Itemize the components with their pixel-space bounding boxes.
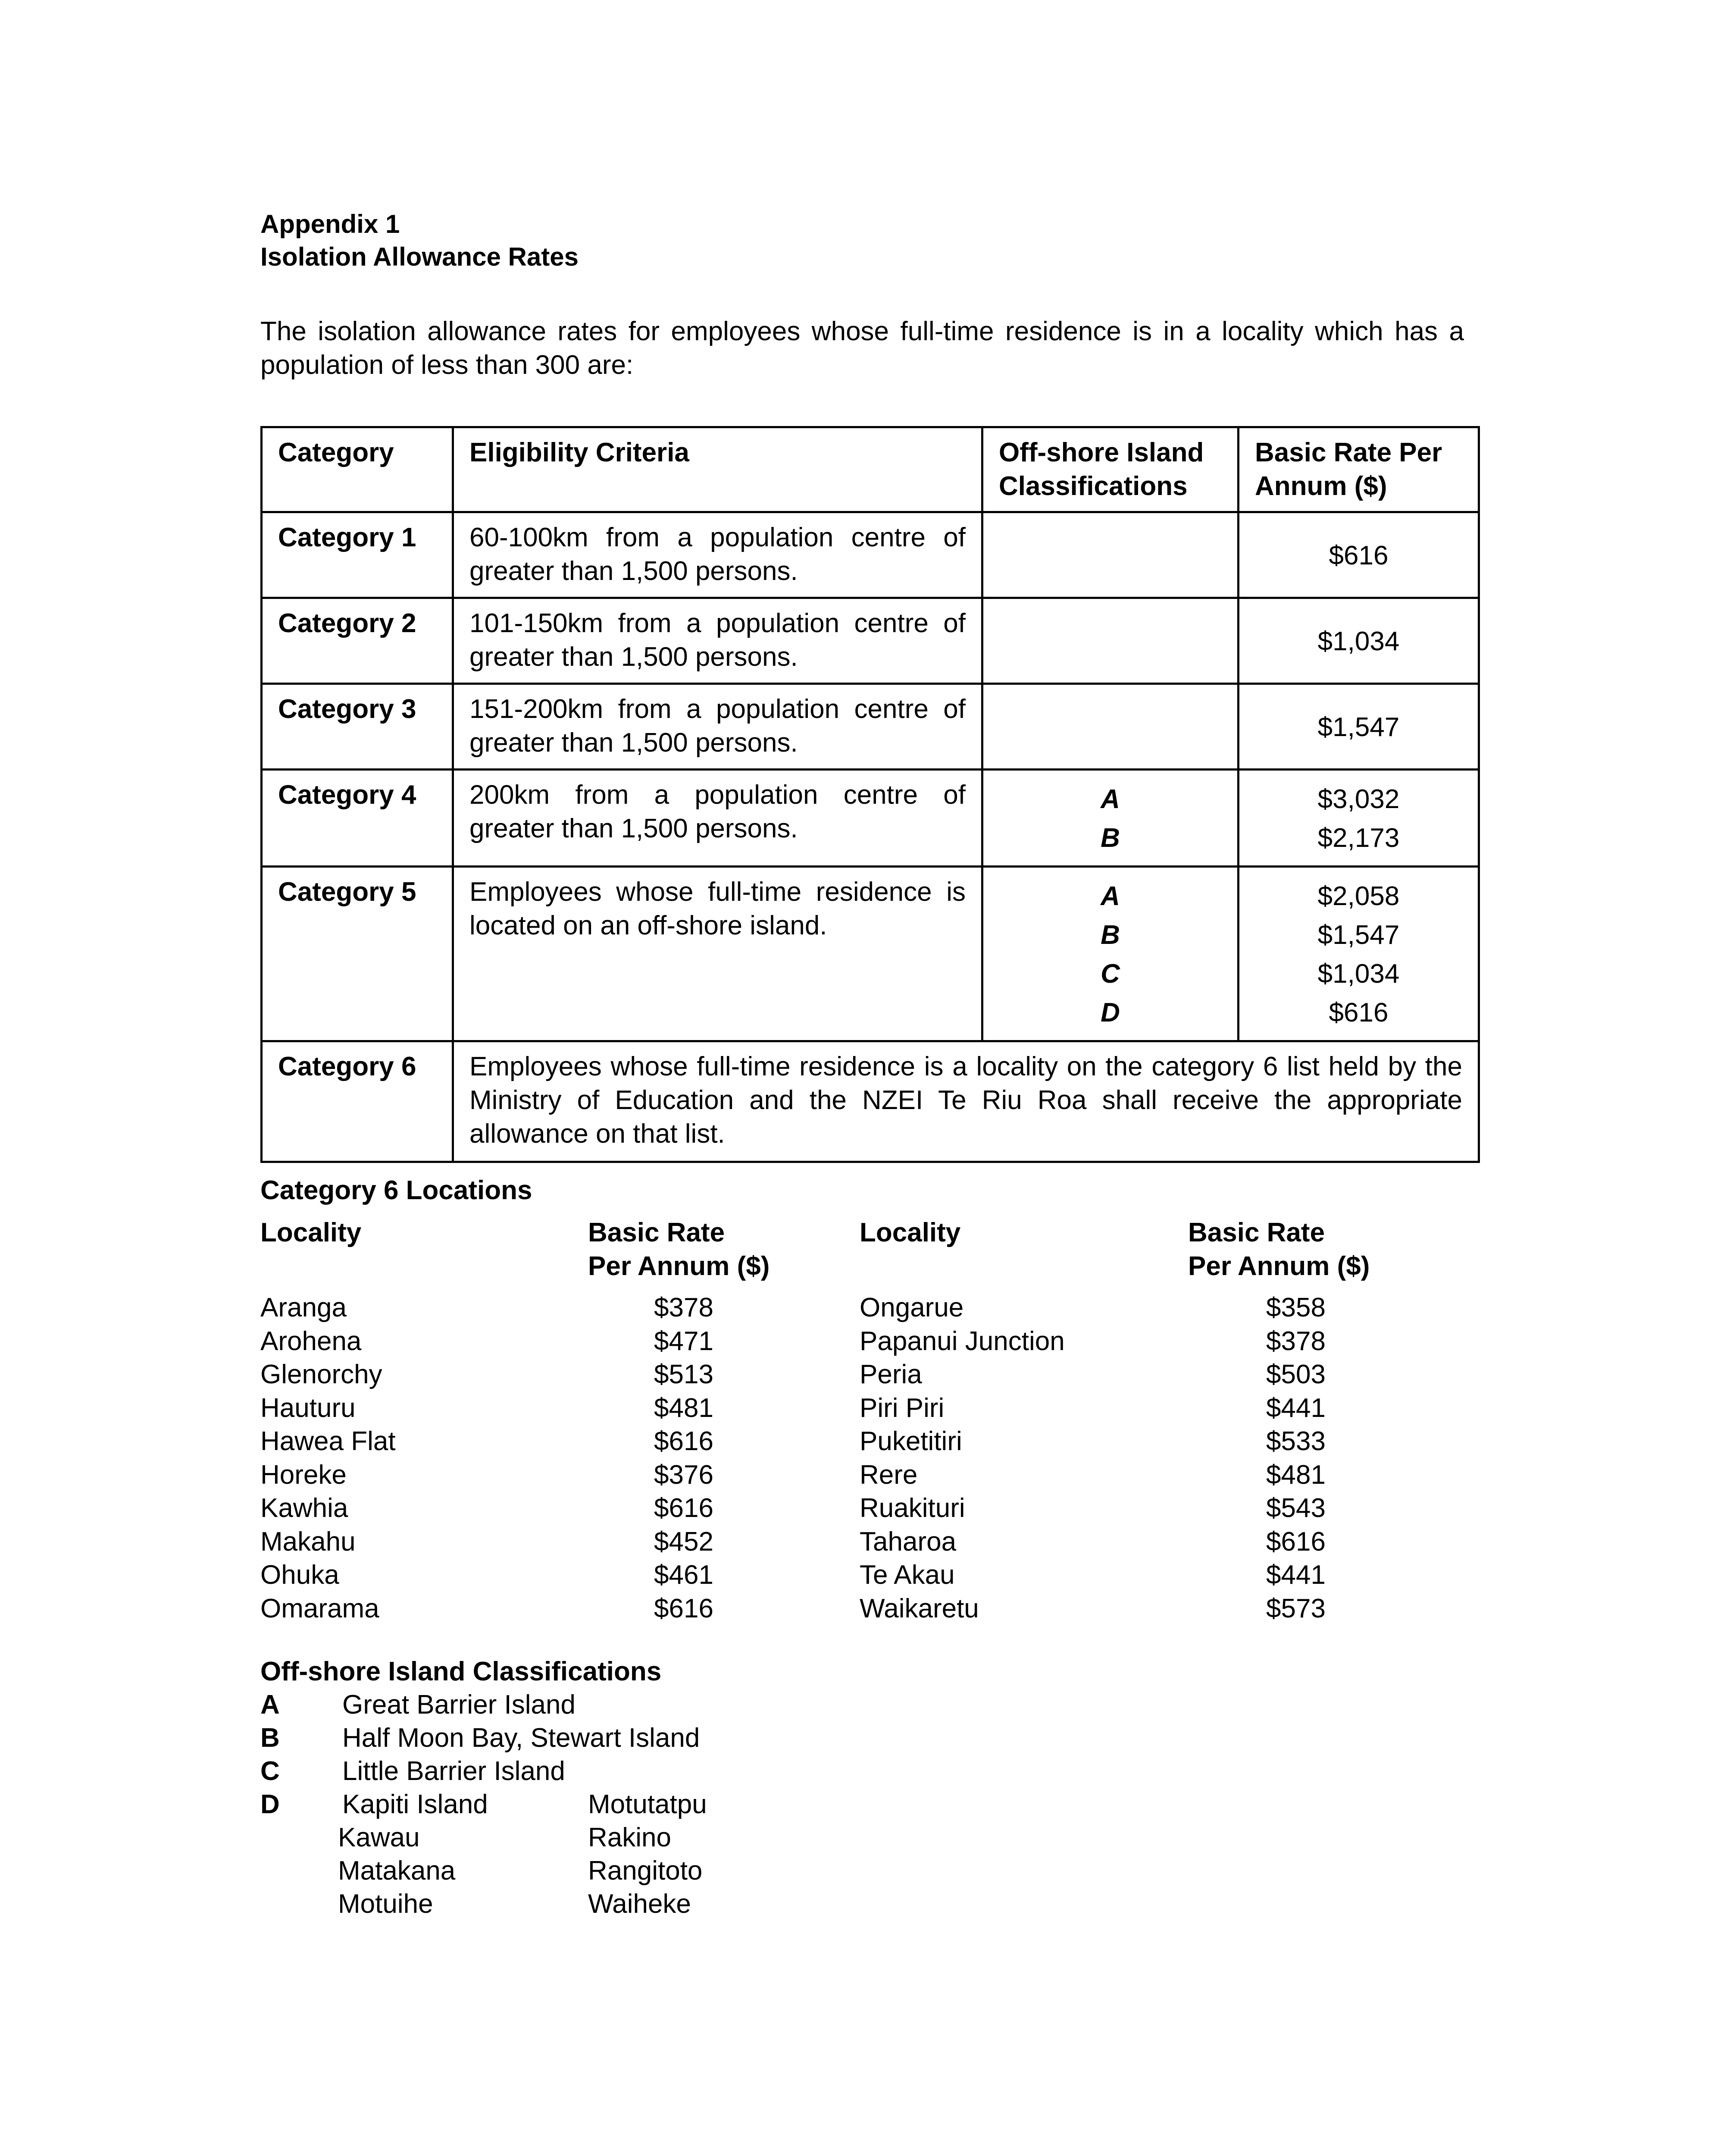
rate-header-line: Basic Rate <box>588 1218 725 1247</box>
list-item: Omarama <box>260 1593 379 1623</box>
list-item: Waikaretu <box>860 1593 979 1623</box>
classification-letter: B <box>1101 823 1120 853</box>
list-item: $441 <box>1266 1393 1326 1423</box>
category-label: Category 4 <box>262 770 453 867</box>
list-item: Te Akau <box>860 1560 955 1590</box>
rate-value: $2,173 <box>1317 823 1400 853</box>
eligibility-criteria: Employees whose full-time residence is located on an off-shore island. <box>453 867 982 1041</box>
rate-value: $1,547 <box>1239 684 1479 770</box>
rate-value: $2,058 <box>1317 881 1400 911</box>
list-item: Rere <box>860 1460 918 1490</box>
rate-value: $3,032 <box>1317 784 1400 814</box>
offshore-letter: A <box>260 1690 280 1720</box>
table-row <box>262 867 1479 1041</box>
list-item: $376 <box>654 1460 713 1490</box>
offshore-name: Little Barrier Island <box>342 1756 565 1786</box>
offshore-d-island: Kawau <box>338 1823 420 1852</box>
rate-header-line: Basic Rate <box>1188 1218 1325 1247</box>
offshore-name: Kapiti Island <box>342 1789 488 1819</box>
table-header-row <box>262 427 1479 512</box>
category-label: Category 3 <box>262 684 453 770</box>
category-label: Category 6 <box>262 1041 453 1162</box>
list-item: $481 <box>654 1393 713 1423</box>
list-item: $616 <box>654 1593 713 1623</box>
list-item: Horeke <box>260 1460 347 1490</box>
header-classifications: Off-shore Island Classifications <box>982 427 1239 512</box>
list-item: $533 <box>1266 1426 1326 1456</box>
classification-cell <box>982 598 1239 684</box>
list-item: Arohena <box>260 1326 362 1356</box>
rate-header <box>1188 1216 1370 1283</box>
list-item: $503 <box>1266 1360 1326 1389</box>
offshore-d-island: Motutatpu <box>588 1789 707 1819</box>
appendix-subtitle: Isolation Allowance Rates <box>260 242 579 271</box>
appendix-title: Appendix 1 <box>260 210 400 238</box>
list-item: Ongarue <box>860 1293 964 1322</box>
classification-cell <box>982 867 1239 1041</box>
rate-value: $616 <box>1239 512 1479 598</box>
table-row <box>262 1041 1479 1162</box>
list-item: $543 <box>1266 1493 1326 1523</box>
list-item: Ruakituri <box>860 1493 965 1523</box>
list-item: $378 <box>1266 1326 1326 1356</box>
list-item: Glenorchy <box>260 1360 382 1389</box>
header-basic-rate: Basic Rate Per Annum ($) <box>1239 427 1479 512</box>
list-item: Taharoa <box>860 1526 957 1557</box>
offshore-letter: B <box>260 1723 280 1753</box>
list-item: Hawea Flat <box>260 1426 396 1456</box>
list-item: $452 <box>654 1526 713 1557</box>
eligibility-criteria: 151-200km from a population centre of greater than 1,500 persons. <box>453 684 982 770</box>
rate-cell <box>1239 770 1479 867</box>
rate-cell <box>1239 867 1479 1041</box>
classification-cell <box>982 684 1239 770</box>
table-row <box>262 598 1479 684</box>
list-item: $358 <box>1266 1293 1326 1322</box>
list-item: Aranga <box>260 1293 347 1322</box>
offshore-title: Off-shore Island Classifications <box>260 1657 662 1686</box>
offshore-letter: D <box>260 1789 280 1819</box>
category6-title: Category 6 Locations <box>260 1175 532 1205</box>
offshore-name: Great Barrier Island <box>342 1690 576 1720</box>
list-item: $471 <box>654 1326 713 1356</box>
list-item: $616 <box>1266 1526 1326 1557</box>
offshore-d-island: Rangitoto <box>588 1856 703 1886</box>
eligibility-criteria: 200km from a population centre of greater than 1,500 persons. <box>453 770 982 867</box>
classification-letter: A <box>1101 881 1120 911</box>
offshore-d-island: Rakino <box>588 1823 671 1852</box>
list-item: Makahu <box>260 1526 356 1557</box>
list-item: $441 <box>1266 1560 1326 1590</box>
isolation-rates-table <box>260 426 1480 1163</box>
list-item: Kawhia <box>260 1493 348 1523</box>
table-row <box>262 770 1479 867</box>
list-item: $461 <box>654 1560 713 1590</box>
eligibility-criteria: 60-100km from a population centre of greater than 1,500 persons. <box>453 512 982 598</box>
category-label: Category 5 <box>262 867 453 1041</box>
list-item: Piri Piri <box>860 1393 945 1423</box>
locality-list-right <box>860 1291 1065 1625</box>
offshore-d-island: Motuihe <box>338 1889 433 1919</box>
list-item: $378 <box>654 1293 713 1322</box>
classification-letter: A <box>1101 784 1120 814</box>
rate-header <box>588 1216 769 1283</box>
rate-header-line: Per Annum ($) <box>1188 1251 1370 1281</box>
rate-value: $616 <box>1329 998 1389 1028</box>
classification-letter: D <box>1101 998 1120 1028</box>
classification-letter: C <box>1101 959 1120 989</box>
locality-list-left <box>260 1291 396 1625</box>
rate-value: $1,547 <box>1317 920 1400 950</box>
rate-list-right <box>1231 1291 1361 1625</box>
offshore-letter: C <box>260 1756 280 1786</box>
list-item: $513 <box>654 1360 713 1389</box>
list-item: Papanui Junction <box>860 1326 1065 1356</box>
list-item: Ohuka <box>260 1560 339 1590</box>
list-item: Peria <box>860 1360 922 1389</box>
intro-paragraph: The isolation allowance rates for employees whose full-time residence is in a locality which has a population of less than 300 are: <box>260 317 1464 380</box>
rate-value: $1,034 <box>1317 959 1400 989</box>
locality-header: Locality <box>860 1218 961 1247</box>
eligibility-criteria: 101-150km from a population centre of greater than 1,500 persons. <box>453 598 982 684</box>
classification-cell <box>982 512 1239 598</box>
rate-list-left <box>619 1291 748 1625</box>
list-item: $481 <box>1266 1460 1326 1490</box>
locality-header: Locality <box>260 1218 362 1247</box>
list-item: $616 <box>654 1426 713 1456</box>
list-item: Puketitiri <box>860 1426 962 1456</box>
category-label: Category 1 <box>262 512 453 598</box>
offshore-d-island: Waiheke <box>588 1889 691 1919</box>
category-label: Category 2 <box>262 598 453 684</box>
classification-letter: B <box>1101 920 1120 950</box>
list-item: $616 <box>654 1493 713 1523</box>
rate-header-line: Per Annum ($) <box>588 1251 770 1281</box>
eligibility-criteria: Employees whose full-time residence is a locality on the category 6 list held by the Ministry of Education and the NZEI Te Riu Roa shall receive the appropriate allowance on that list. <box>453 1041 1479 1162</box>
header-category: Category <box>262 427 453 512</box>
classification-cell <box>982 770 1239 867</box>
rate-value: $1,034 <box>1239 598 1479 684</box>
list-item: $573 <box>1266 1593 1326 1623</box>
table-row <box>262 512 1479 598</box>
list-item: Hauturu <box>260 1393 356 1423</box>
table-row <box>262 684 1479 770</box>
offshore-d-island: Matakana <box>338 1856 456 1886</box>
offshore-name: Half Moon Bay, Stewart Island <box>342 1723 700 1753</box>
header-eligibility: Eligibility Criteria <box>453 427 982 512</box>
